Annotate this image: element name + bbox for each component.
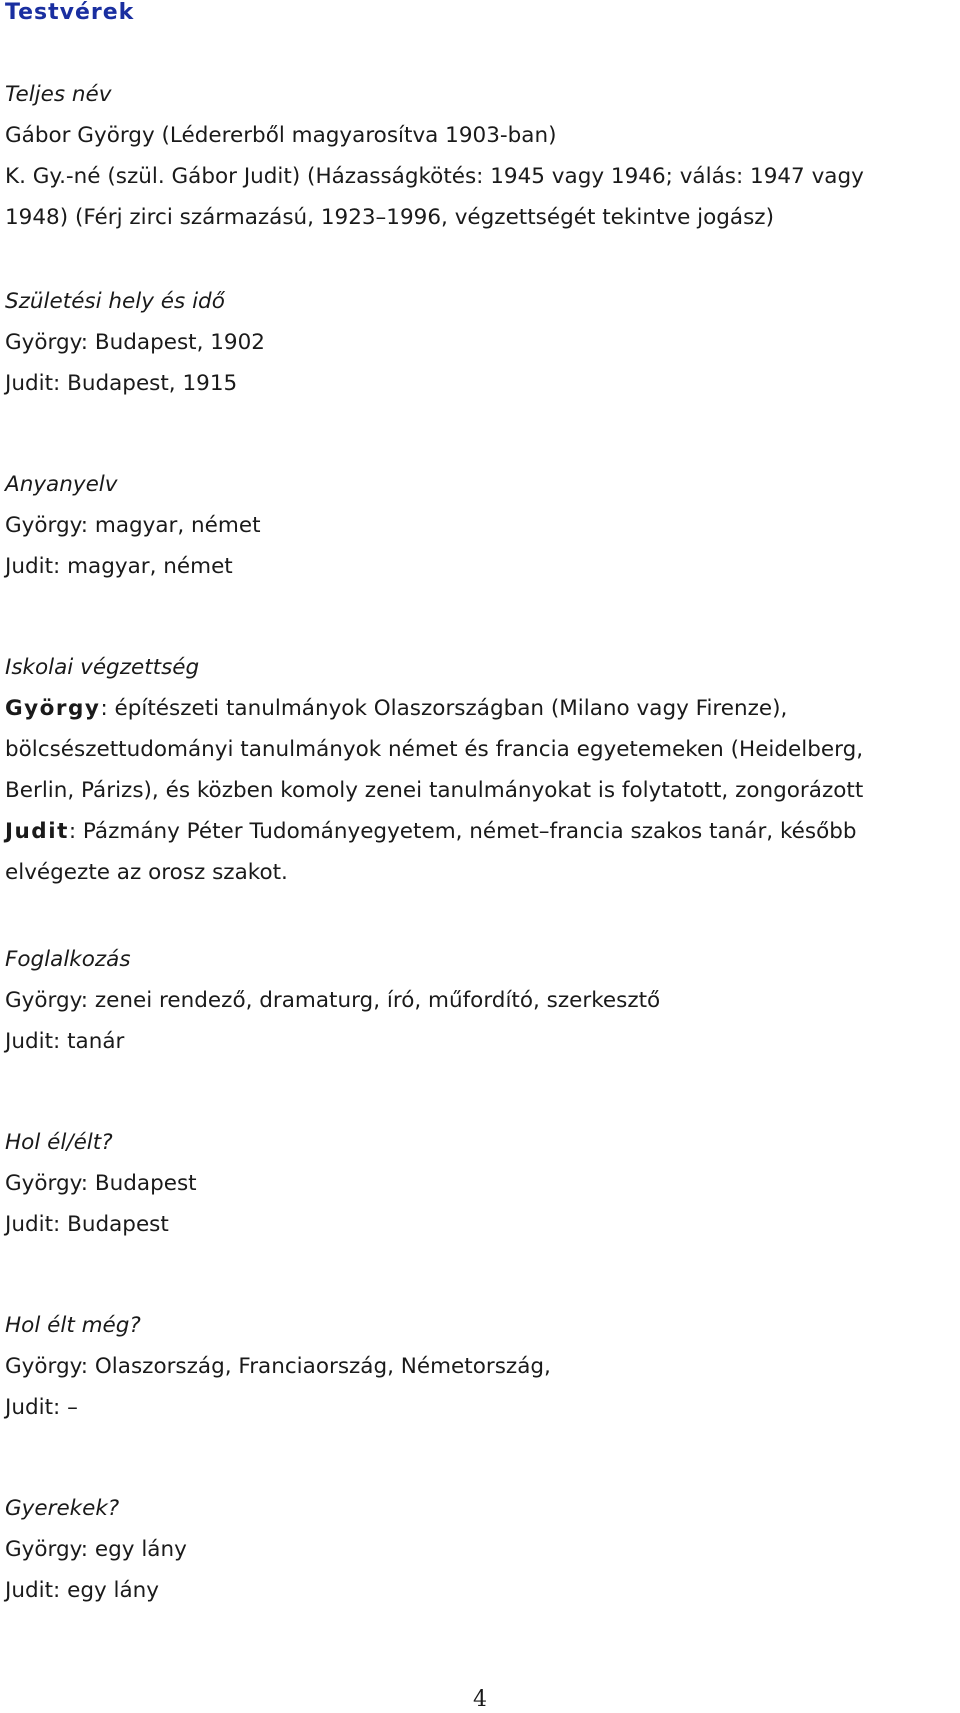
education-line-4 [5, 818, 857, 846]
children-line-gyorgy: György: egy lány [5, 1537, 187, 1562]
language-line-gyorgy: György: magyar, német [5, 513, 261, 538]
elsewhere-line-judit: Judit: – [5, 1395, 78, 1420]
full-name-line-1: Gábor György (Lédererből magyarosítva 1903-ban) [5, 123, 557, 148]
section-heading-elsewhere: Hol élt még? [5, 1313, 141, 1338]
education-line-1 [5, 695, 787, 723]
education-line-2: bölcsészettudományi tanulmányok német és francia egyetemeken (Heidelberg, [5, 737, 864, 762]
language-line-judit: Judit: magyar, német [5, 554, 233, 579]
section-heading-full-name: Teljes név [5, 82, 112, 107]
education-judit-name: Judit [5, 819, 69, 844]
occupation-line-judit: Judit: tanár [5, 1029, 125, 1054]
residence-line-gyorgy: György: Budapest [5, 1171, 197, 1196]
section-heading-language: Anyanyelv [5, 472, 118, 497]
section-heading-occupation: Foglalkozás [5, 947, 131, 972]
birth-line-gyorgy: György: Budapest, 1902 [5, 330, 265, 355]
children-line-judit: Judit: egy lány [5, 1578, 160, 1603]
birth-line-judit: Judit: Budapest, 1915 [5, 371, 238, 396]
occupation-line-gyorgy: György: zenei rendező, dramaturg, író, műfordító, szerkesztő [5, 988, 661, 1013]
section-heading-birth: Születési hely és idő [5, 289, 225, 314]
page-number: 4 [473, 1687, 487, 1712]
elsewhere-line-gyorgy: György: Olaszország, Franciaország, Németország, [5, 1354, 551, 1379]
education-line-5: elvégezte az orosz szakot. [5, 860, 288, 885]
residence-line-judit: Judit: Budapest [5, 1212, 169, 1237]
education-line-3: Berlin, Párizs), és közben komoly zenei tanulmányokat is folytatott, zongorázott [5, 778, 864, 803]
full-name-line-3: 1948) (Férj zirci származású, 1923–1996, végzettségét tekintve jogász) [5, 205, 774, 230]
education-line-1-text: : építészeti tanulmányok Olaszországban (Milano vagy Firenze), [100, 696, 788, 721]
section-heading-residence: Hol él/élt? [5, 1130, 113, 1155]
education-line-4-text: : Pázmány Péter Tudományegyetem, német–francia szakos tanár, később [68, 819, 857, 844]
full-name-line-2: K. Gy.-né (szül. Gábor Judit) (Házasságkötés: 1945 vagy 1946; válás: 1947 vagy [5, 164, 864, 189]
education-gyorgy-name: György [5, 696, 101, 721]
section-heading-education: Iskolai végzettség [5, 655, 200, 680]
page-title: Testvérek [5, 0, 135, 25]
section-heading-children: Gyerekek? [5, 1496, 120, 1521]
